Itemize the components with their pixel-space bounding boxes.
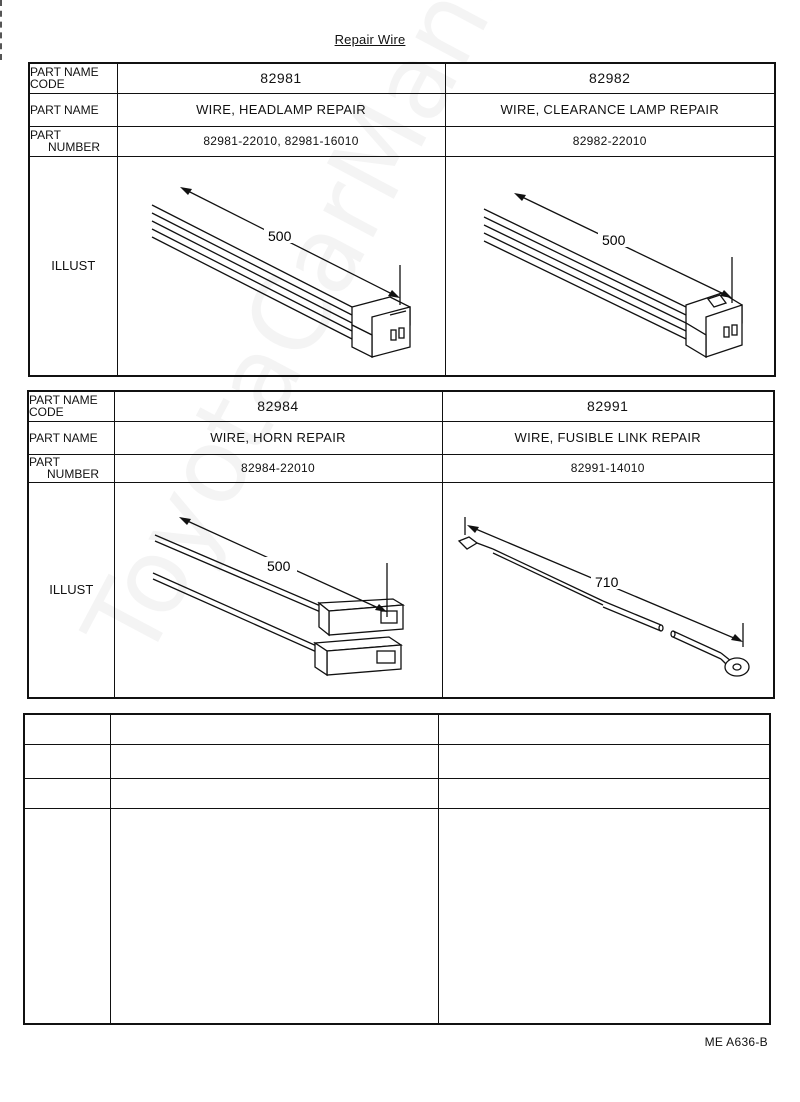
dimension-500-label: 500 — [601, 231, 625, 248]
empty-cell — [24, 744, 110, 778]
illust-label: ILLUST — [29, 156, 117, 376]
empty-cell — [110, 744, 438, 778]
part-number-horn: 82984-22010 — [114, 454, 442, 482]
part-number-headlamp: 82981-22010, 82981-16010 — [117, 126, 445, 156]
part-number-label: PART NUMBER — [28, 454, 114, 482]
parts-table-2 — [27, 390, 775, 699]
part-name-clearance-lamp: WIRE, CLEARANCE LAMP REPAIR — [445, 93, 775, 126]
empty-cell — [110, 714, 438, 744]
empty-cell — [110, 808, 438, 1024]
part-code-82991: 82991 — [442, 391, 774, 421]
fusible-link-wire-drawing — [443, 483, 773, 697]
part-name-headlamp: WIRE, HEADLAMP REPAIR — [117, 93, 445, 126]
empty-cell — [438, 778, 770, 808]
empty-cell — [24, 778, 110, 808]
part-number-label: PART NUMBER — [29, 126, 117, 156]
illust-label: ILLUST — [28, 482, 114, 698]
illustration-fusible-link-wire — [442, 482, 774, 698]
page-title: Repair Wire — [334, 32, 406, 47]
part-code-82981: 82981 — [117, 63, 445, 93]
illustration-horn-wire — [114, 482, 442, 698]
part-name-code-label: PART NAME CODE — [29, 63, 117, 93]
dimension-710-label: 710 — [594, 573, 618, 590]
clearance-lamp-wire-drawing — [446, 157, 774, 375]
empty-cell — [110, 778, 438, 808]
empty-cell — [438, 744, 770, 778]
part-number-clearance-lamp: 82982-22010 — [445, 126, 775, 156]
part-name-code-label: PART NAME CODE — [28, 391, 114, 421]
dimension-500-label: 500 — [266, 557, 290, 574]
part-code-82984: 82984 — [114, 391, 442, 421]
empty-cell — [438, 714, 770, 744]
part-name-horn: WIRE, HORN REPAIR — [114, 421, 442, 454]
part-code-82982: 82982 — [445, 63, 775, 93]
headlamp-wire-drawing — [118, 157, 444, 375]
part-name-label: PART NAME — [29, 93, 117, 126]
illustration-clearance-lamp-wire — [445, 156, 775, 376]
part-name-label: PART NAME — [28, 421, 114, 454]
page-margin-mark — [0, 0, 4, 60]
empty-cell — [24, 808, 110, 1024]
empty-cell — [438, 808, 770, 1024]
horn-wire-drawing — [115, 483, 441, 697]
part-name-fusible-link: WIRE, FUSIBLE LINK REPAIR — [442, 421, 774, 454]
illustration-headlamp-wire — [117, 156, 445, 376]
parts-table-3-empty — [23, 713, 771, 1025]
parts-table-1 — [28, 62, 776, 377]
part-number-fusible-link: 82991-14010 — [442, 454, 774, 482]
figure-reference: ME A636-B — [704, 1035, 768, 1049]
dimension-500-label: 500 — [267, 227, 291, 244]
empty-cell — [24, 714, 110, 744]
